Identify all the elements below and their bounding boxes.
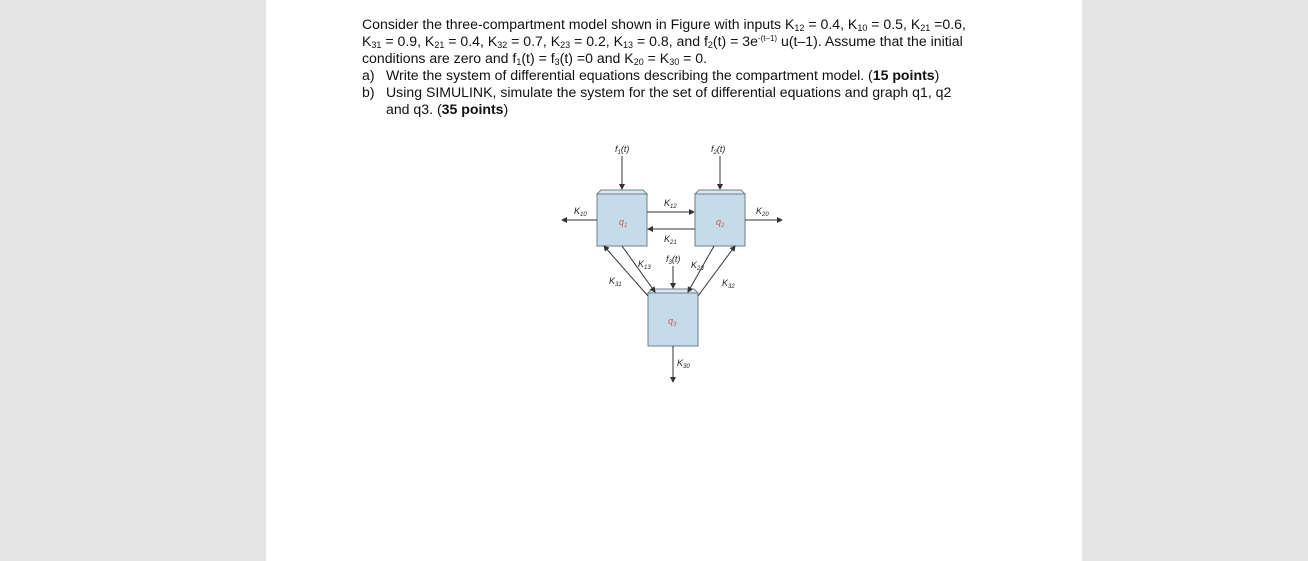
compartment-q1 — [597, 190, 647, 246]
part-a: a) Write the system of differential equations describing the compartment model. (15 points) — [362, 67, 940, 83]
intro-line-1: Consider the three-compartment model shown in Figure with inputs $K_{12} = 0.4$, $K_{10} = 0.5$, $K_{21} =0.6$, — [362, 16, 966, 33]
q2-label: $q_2$ — [716, 217, 725, 229]
k20-label: $K_{20}$ — [756, 206, 769, 218]
q1-label: $q_1$ — [619, 217, 628, 229]
k21-label: $K_{21}$ — [664, 234, 677, 246]
k31-arrow — [604, 246, 648, 296]
k30-label: $K_{30}$ — [677, 358, 690, 370]
compartment-diagram — [266, 0, 1082, 561]
q3-label: $q_3$ — [668, 316, 677, 328]
intro-line-3: conditions are zero and $f_1(t) = f_3(t) =0$ and $K_{20} = K_{30} = 0$. — [362, 50, 708, 67]
part-b: b) Using SIMULINK, simulate the system for the set of differential equations and graph q1, q2 and q3. (35 points) — [362, 84, 952, 117]
intro-line-2: $K_{31} = 0.9$, $K_{21} = 0.4$, $K_{32} = 0.7$, $K_{23} = 0.2$, $K_{13} = 0.8$, and $f_2(t) = 3e^{-(t-1)}$ u(t–1). Assume that the initial — [362, 33, 963, 50]
k12-label: $K_{12}$ — [664, 198, 677, 210]
document-page — [266, 0, 1082, 561]
compartment-q3 — [648, 289, 698, 346]
f3-label: $f_3(t)$ — [666, 254, 681, 266]
k31-label: $K_{31}$ — [609, 276, 622, 288]
k13-label: $K_{13}$ — [638, 259, 651, 271]
k23-label: $K_{23}$ — [691, 260, 704, 272]
k10-label: $K_{10}$ — [574, 206, 587, 218]
f2-label: $f_2(t)$ — [711, 144, 726, 156]
compartment-q2 — [695, 190, 745, 246]
f1-label: $f_1(t)$ — [615, 144, 630, 156]
k32-label: $K_{32}$ — [722, 278, 735, 290]
